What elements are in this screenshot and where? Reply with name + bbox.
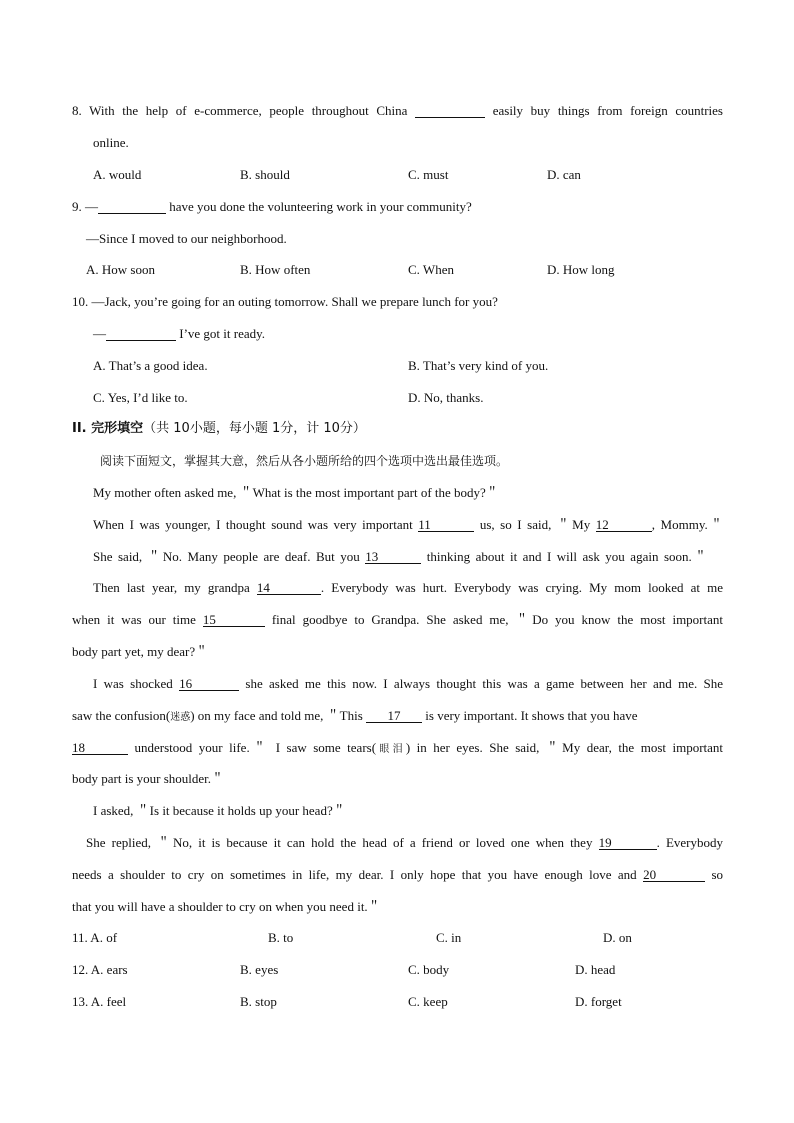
- blank-11[interactable]: 11: [418, 518, 474, 532]
- q9-stem: 9. — have you done the volunteering work in your community?: [72, 199, 472, 214]
- q9-answer-blank[interactable]: [98, 200, 166, 214]
- q8-option-a[interactable]: A. would: [93, 167, 142, 182]
- q8-option-d[interactable]: D. can: [547, 167, 581, 182]
- passage-line-12: She replied, ＂No, it is because it can hold the head of a friend or loved one when they 19 . Everybody: [86, 835, 723, 850]
- passage-line-13: needs a shoulder to cry on sometimes in life, my dear. I only hope that you have enough love and 20 so: [72, 867, 723, 882]
- passage-line-10: body part is your shoulder.＂: [72, 771, 225, 786]
- q10-stem: 10. —Jack, you’re going for an outing tomorrow. Shall we prepare lunch for you?: [72, 294, 498, 309]
- q10-reply: — I’ve got it ready.: [93, 326, 266, 341]
- q9-option-b[interactable]: B. How often: [240, 262, 311, 277]
- passage-line-14: that you will have a shoulder to cry on when you need it.＂: [72, 899, 381, 914]
- q10-option-c[interactable]: C. Yes, I’d like to.: [93, 390, 188, 405]
- passage-line-6: body part yet, my dear?＂: [72, 644, 209, 659]
- q9-option-a[interactable]: A. How soon: [86, 262, 155, 277]
- q8-option-c[interactable]: C. must: [408, 167, 449, 182]
- q9-option-d[interactable]: D. How long: [547, 262, 615, 277]
- blank-12[interactable]: 12: [596, 518, 652, 532]
- q11-option-a[interactable]: 11. A. of: [72, 930, 118, 945]
- blank-19[interactable]: 19: [599, 836, 657, 850]
- q13-option-d[interactable]: D. forget: [575, 994, 622, 1009]
- q9-option-c[interactable]: C. When: [408, 262, 454, 277]
- q10-answer-blank[interactable]: [106, 327, 176, 341]
- passage-line-4: Then last year, my grandpa 14 . Everybody was hurt. Everybody was crying. My mom looked at me: [93, 580, 723, 595]
- q8-answer-blank[interactable]: [415, 104, 485, 118]
- q11-option-c[interactable]: C. in: [436, 930, 462, 945]
- passage-line-11: I asked, ＂Is it because it holds up your head?＂: [93, 803, 346, 818]
- q8-stem: 8. With the help of e-commerce, people throughout China easily buy things from foreign countries: [72, 103, 723, 118]
- blank-20[interactable]: 20: [643, 868, 705, 882]
- blank-16[interactable]: 16: [179, 677, 239, 691]
- blank-15[interactable]: 15: [203, 613, 265, 627]
- q11-option-b[interactable]: B. to: [268, 930, 294, 945]
- q10-option-b[interactable]: B. That’s very kind of you.: [408, 358, 549, 373]
- blank-18[interactable]: 18: [72, 741, 128, 755]
- q13-option-b[interactable]: B. stop: [240, 994, 277, 1009]
- q9-reply: —Since I moved to our neighborhood.: [86, 231, 287, 246]
- passage-line-8: saw the confusion(迷惑) on my face and told me, ＂This 17 is very important. It shows that you have: [72, 708, 638, 723]
- section-heading: II. 完形填空（共 10小题，每小题 1分，计 10分）: [72, 421, 366, 436]
- section-instruction: 阅读下面短文，掌握其大意，然后从各小题所给的四个选项中选出最佳选项。: [100, 454, 509, 468]
- q13-option-a[interactable]: 13. A. feel: [72, 994, 127, 1009]
- q12-option-b[interactable]: B. eyes: [240, 962, 279, 977]
- blank-13[interactable]: 13: [365, 550, 421, 564]
- passage-line-1: My mother often asked me, ＂What is the most important part of the body?＂: [93, 485, 499, 500]
- q12-option-d[interactable]: D. head: [575, 962, 616, 977]
- blank-14[interactable]: 14: [257, 581, 321, 595]
- q8-stem-continued: online.: [93, 135, 129, 150]
- q11-option-d[interactable]: D. on: [603, 930, 632, 945]
- passage-line-3: She said, ＂No. Many people are deaf. But you 13 thinking about it and I will ask you again soon.＂: [93, 549, 707, 564]
- q12-option-c[interactable]: C. body: [408, 962, 450, 977]
- passage-line-5: when it was our time 15 final goodbye to Grandpa. She asked me, ＂Do you know the most important: [72, 612, 723, 627]
- q8-option-b[interactable]: B. should: [240, 167, 290, 182]
- q12-option-a[interactable]: 12. A. ears: [72, 962, 128, 977]
- passage-line-7: I was shocked 16 she asked me this now. I always thought this was a game between her and me. She: [93, 676, 723, 691]
- q13-option-c[interactable]: C. keep: [408, 994, 448, 1009]
- q10-option-d[interactable]: D. No, thanks.: [408, 390, 484, 405]
- blank-17[interactable]: 17: [366, 709, 422, 723]
- q10-option-a[interactable]: A. That’s a good idea.: [93, 358, 208, 373]
- passage-line-2: When I was younger, I thought sound was very important 11 us, so I said, ＂My 12 , Mommy.＂: [93, 517, 723, 532]
- passage-line-9: 18 understood your life.＂ I saw some tears(眼泪) in her eyes. She said, ＂My dear, the most important: [72, 740, 723, 755]
